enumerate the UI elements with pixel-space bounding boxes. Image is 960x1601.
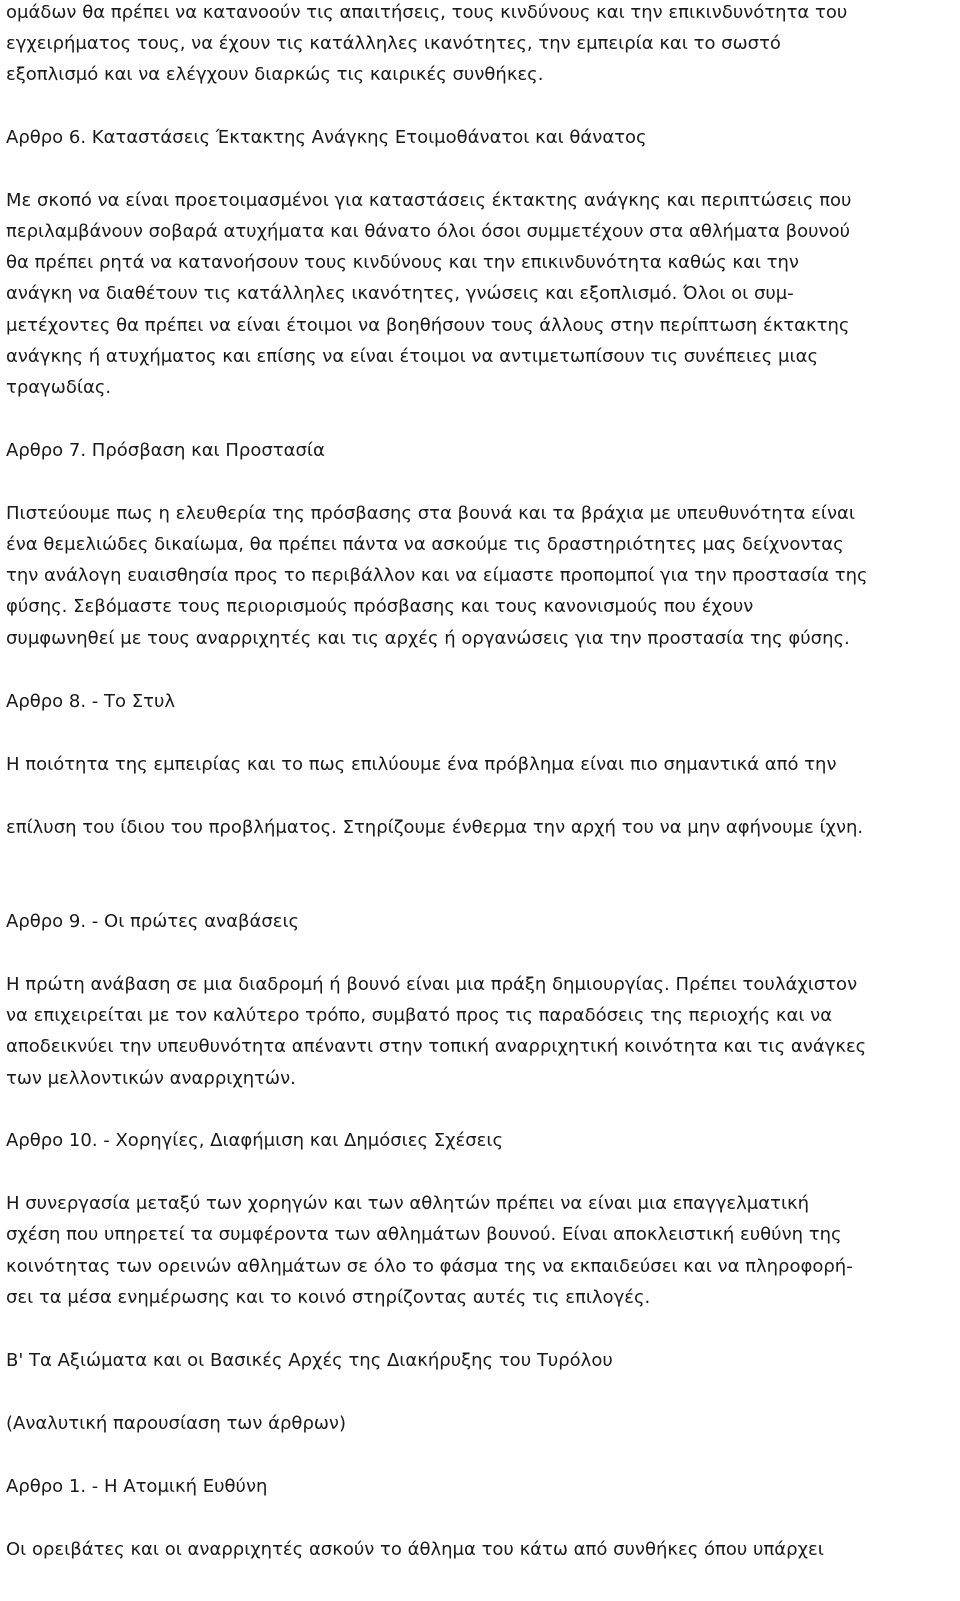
article-9-line: να επιχειρείται με τον καλύτερο τρόπο, συμβατό προς τις παραδόσεις της περιοχής και να bbox=[6, 1005, 833, 1026]
article-7-heading: Αρθρο 7. Πρόσβαση και Προστασία bbox=[6, 440, 325, 461]
article-10-heading: Αρθρο 10. - Χορηγίες, Διαφήμιση και Δημόσιες Σχέσεις bbox=[6, 1130, 504, 1151]
intro-line: ομάδων θα πρέπει να κατανοούν τις απαιτήσεις, τους κινδύνους και την επικινδυνότητα του bbox=[6, 2, 848, 23]
article-7-line: συμφωνηθεί με τους αναρριχητές και τις αρχές ή οργανώσεις για την προστασία της φύσης. bbox=[6, 628, 850, 649]
article-9-line: αποδεικνύει την υπευθυνότητα απέναντι στην τοπική αναρριχητική κοινότητα και τις ανάγκες bbox=[6, 1036, 867, 1057]
article-8-line: επίλυση του ίδιου του προβλήματος. Στηρίζουμε ένθερμα την αρχή του να μην αφήνουμε ίχνη. bbox=[6, 817, 864, 838]
article-8-line: Η ποιότητα της εμπειρίας και το πως επιλύουμε ένα πρόβλημα είναι πιο σημαντικά από την bbox=[6, 754, 837, 775]
article-7-line: την ανάλογη ευαισθησία προς το περιβάλλον και να είμαστε προπομποί για την προστασία της bbox=[6, 565, 868, 586]
article-8-heading: Αρθρο 8. - Το Στυλ bbox=[6, 691, 176, 712]
article-9-line: των μελλοντικών αναρριχητών. bbox=[6, 1068, 296, 1089]
article-6-heading: Αρθρο 6. Καταστάσεις Έκτακτης Ανάγκης Ετοιμοθάνατοι και θάνατος bbox=[6, 127, 647, 148]
article-10-line: σει τα μέσα ενημέρωσης και το κοινό στηρίζοντας αυτές τις επιλογές. bbox=[6, 1287, 651, 1308]
article-9-line: Η πρώτη ανάβαση σε μια διαδρομή ή βουνό είναι μια πράξη δημιουργίας. Πρέπει τουλάχιστον bbox=[6, 974, 858, 995]
article-6-line: ανάγκης ή ατυχήματος και επίσης να είναι έτοιμοι να αντιμετωπίσουν τις συνέπειες μιας bbox=[6, 346, 819, 367]
article-6-line: τραγωδίας. bbox=[6, 377, 112, 398]
article-6-line: ανάγκη να διαθέτουν τις κατάλληλες ικανότητες, γνώσεις και εξοπλισμό. Όλοι οι συμ- bbox=[6, 283, 794, 304]
article-10-line: Η συνεργασία μεταξύ των χορηγών και των αθλητών πρέπει να είναι μια επαγγελματική bbox=[6, 1193, 810, 1214]
article-7-line: Πιστεύουμε πως η ελευθερία της πρόσβασης στα βουνά και τα βράχια με υπευθυνότητα είναι bbox=[6, 503, 855, 524]
intro-line: εξοπλισμό και να ελέγχουν διαρκώς τις καιρικές συνθήκες. bbox=[6, 64, 544, 85]
article-7-line: φύσης. Σεβόμαστε τους περιορισμούς πρόσβασης και τους κανονισμούς που έχουν bbox=[6, 596, 754, 617]
article-10-line: κοινότητας των ορεινών αθλημάτων σε όλο το φάσμα της να εκπαιδεύσει και να πληροφορή- bbox=[6, 1256, 853, 1277]
article-1-line: Οι ορειβάτες και οι αναρριχητές ασκούν το άθλημα του κάτω από συνθήκες όπου υπάρχει bbox=[6, 1539, 824, 1560]
intro-line: εγχειρήματος τους, να έχουν τις κατάλληλες ικανότητες, την εμπειρία και το σωστό bbox=[6, 33, 781, 54]
part-b-subheading: (Αναλυτική παρουσίαση των άρθρων) bbox=[6, 1413, 347, 1434]
article-6-line: περιλαμβάνουν σοβαρά ατυχήματα και θάνατο όλοι όσοι συμμετέχουν στα αθλήματα βουνού bbox=[6, 221, 851, 242]
article-7-line: ένα θεμελιώδες δικαίωμα, θα πρέπει πάντα να ασκούμε τις δραστηριότητες μας δείχνοντας bbox=[6, 534, 844, 555]
article-6-line: Με σκοπό να είναι προετοιμασμένοι για καταστάσεις έκτακτης ανάγκης και περιπτώσεις που bbox=[6, 190, 852, 211]
article-6-line: θα πρέπει ρητά να κατανοήσουν τους κινδύνους και την επικινδυνότητα καθώς και την bbox=[6, 252, 799, 273]
article-1-heading: Αρθρο 1. - Η Ατομική Ευθύνη bbox=[6, 1476, 268, 1497]
part-b-heading: Β' Τα Αξιώματα και οι Βασικές Αρχές της Διακήρυξης του Τυρόλου bbox=[6, 1350, 613, 1371]
article-9-heading: Αρθρο 9. - Οι πρώτες αναβάσεις bbox=[6, 911, 300, 932]
article-6-line: μετέχοντες θα πρέπει να είναι έτοιμοι να βοηθήσουν τους άλλους στην περίπτωση έκτακτης bbox=[6, 315, 850, 336]
article-10-line: σχέση που υπηρετεί τα συμφέροντα των αθλημάτων βουνού. Είναι αποκλειστική ευθύνη της bbox=[6, 1224, 842, 1245]
